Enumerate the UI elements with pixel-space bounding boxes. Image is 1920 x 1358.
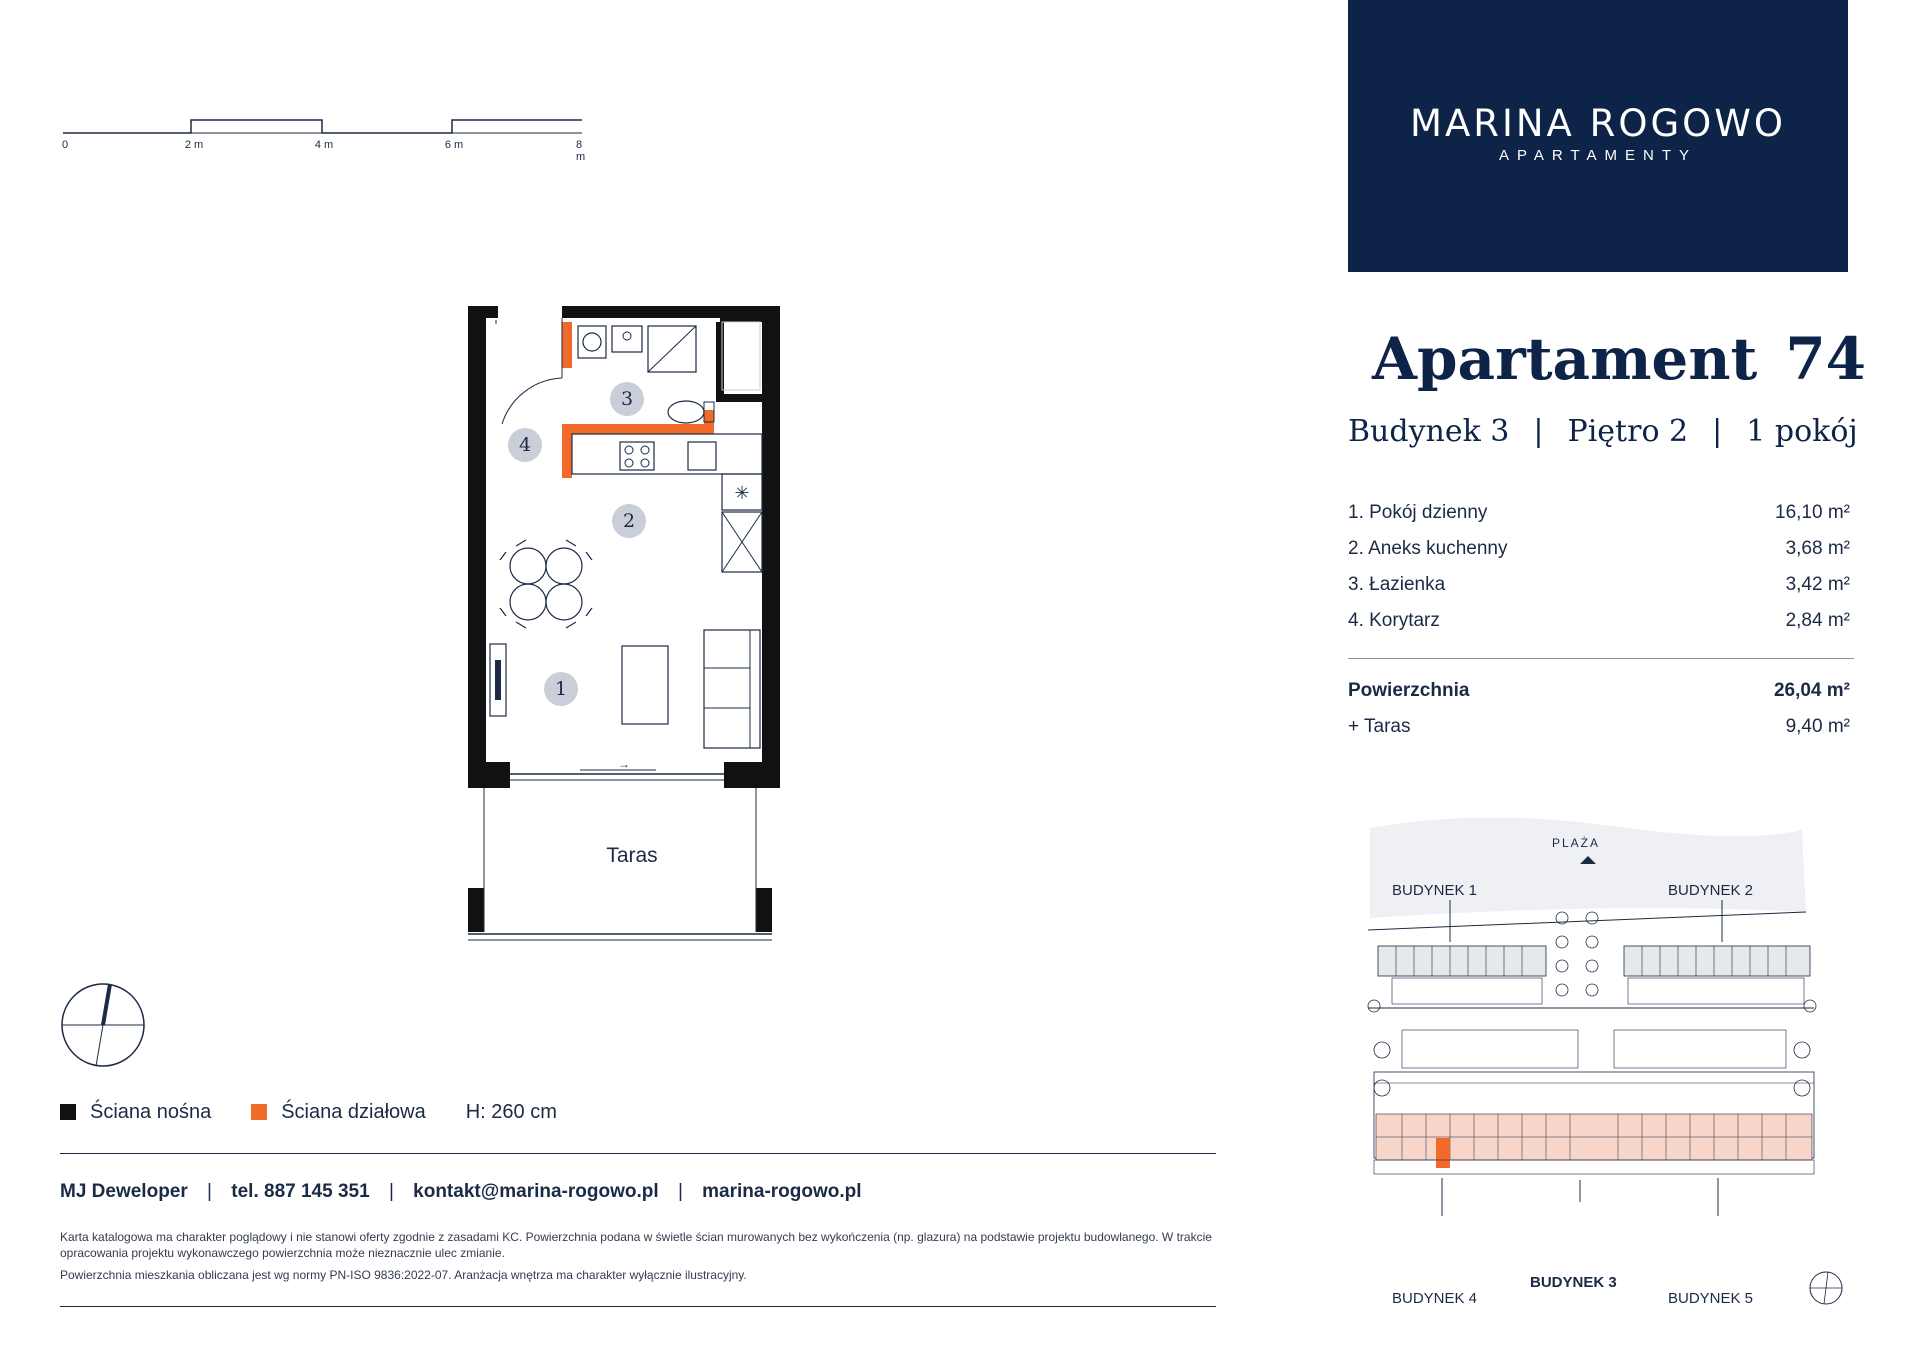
separator: | [1533,414,1544,449]
apartment-number: 74 [1785,325,1867,393]
room-row [1348,498,1850,534]
separator: | [388,1181,394,1202]
scale-tick-2m: 2 m [184,139,204,151]
partition-wall-swatch [251,1104,267,1120]
beach-label: PLAŻA [1552,836,1601,850]
room-name: 3. Łazienka [1348,574,1446,595]
separator: | [1712,414,1723,449]
load-wall-label: Ściana nośna [90,1100,212,1123]
logo-block [1348,0,1848,272]
rooms-divider [1348,658,1854,659]
building-label: Budynek 3 [1348,414,1510,449]
building-1-label: BUDYNEK 1 [1392,882,1478,899]
disclaimer [60,1229,1230,1289]
room-row [1348,606,1850,642]
apartment-title-word: Apartament [1372,325,1758,393]
rooms-count: 1 pokój [1746,414,1858,449]
load-wall-swatch [60,1104,76,1120]
email-link[interactable]: kontakt@marina-rogowo.pl [413,1181,659,1202]
legend-height [466,1101,557,1124]
room-name: 2. Aneks kuchenny [1348,538,1508,559]
room-number-3: 3 [610,382,644,416]
apartment-title [1372,325,1866,393]
room-name: 1. Pokój dzienny [1348,502,1488,523]
room-row [1348,570,1850,606]
scale-tick-0: 0 [61,139,69,151]
scale-tick-8m: 8 m [576,139,586,163]
company-name: MJ Deweloper [60,1181,188,1202]
room-number-2: 2 [612,504,646,538]
legend [60,1098,597,1126]
partition-wall-label: Ściana działowa [281,1100,426,1123]
terrace-row-label: + Taras [1348,716,1411,737]
compass-icon [60,982,146,1068]
separator: | [677,1181,683,1202]
floor-label: Piętro 2 [1567,414,1689,449]
divider-bottom [60,1306,1216,1307]
terrace-row [1348,712,1850,748]
legend-partition-wall [251,1101,426,1124]
legend-load-wall [60,1101,211,1124]
floor-plan [460,298,790,948]
room-area: 3,68 m² [1785,538,1850,559]
disclaimer-line-1: Karta katalogowa ma charakter poglądowy i nie stanowi oferty zgodnie z zasadami KC. Powierzchnia podana w świetle ścian murowanych bez wykończenia (np. glazura) na podstawie projektu budowlanego. W trakcie opracowania projektu wykonawczego powierzchnia może nieznacznie ulec zmianie. [60,1230,1212,1260]
building-4-label: BUDYNEK 4 [1392,1290,1478,1307]
totals-table [1348,676,1850,748]
room-area: 16,10 m² [1775,502,1850,523]
total-area: 26,04 m² [1773,680,1850,701]
svg-text:✳: ✳ [734,483,750,503]
separator: | [207,1181,212,1202]
room-area: 2,84 m² [1785,610,1850,631]
contact-line [60,1181,862,1203]
room-number-1: 1 [544,672,578,706]
disclaimer-line-2: Powierzchnia mieszkania obliczana jest wg normy PN-ISO 9836:2022-07. Aranżacja wnętrza ma charakter wyłącznie ilustracyjny. [60,1268,747,1282]
site-map [1362,818,1862,1318]
total-row [1348,676,1850,712]
divider-top [60,1153,1216,1154]
room-row [1348,534,1850,570]
building-2-label: BUDYNEK 2 [1668,882,1754,899]
room-number-4: 4 [508,428,542,462]
website-link[interactable]: marina-rogowo.pl [702,1181,862,1202]
scale-tick-4m: 4 m [314,139,334,151]
room-name: 4. Korytarz [1348,610,1440,631]
terrace-label: Taras [606,844,658,867]
logo-name: MARINA ROGOWO [1410,102,1786,145]
building-5-label: BUDYNEK 5 [1668,1290,1754,1307]
phone-number: tel. 887 145 351 [231,1181,370,1202]
rooms-table [1348,498,1850,642]
apartment-subtitle [1348,414,1858,449]
building-3-label: BUDYNEK 3 [1530,1274,1617,1291]
total-label: Powierzchnia [1348,680,1470,701]
scale-bar [60,112,600,162]
room-area: 3,42 m² [1785,574,1850,595]
logo-subtitle: APARTAMENTY [1498,147,1698,164]
ceiling-height: H: 260 cm [465,1100,557,1123]
svg-text:→: → [618,757,630,771]
terrace-area: 9,40 m² [1785,716,1850,737]
scale-tick-6m: 6 m [444,139,464,151]
